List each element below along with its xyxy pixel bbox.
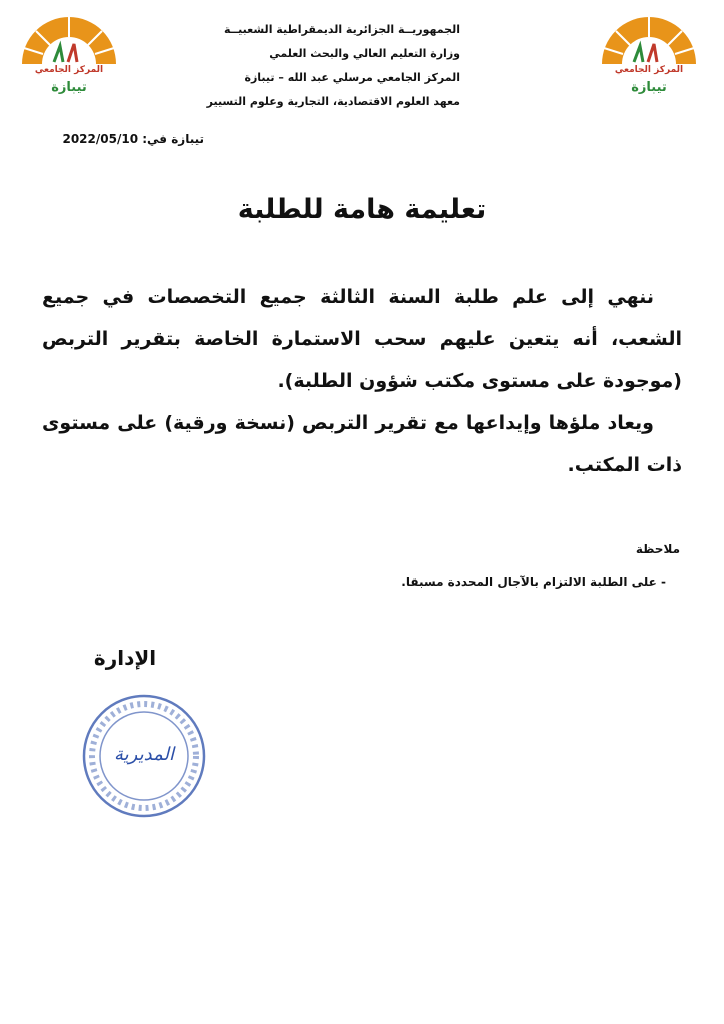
official-stamp: [78, 690, 210, 822]
header-line-republic: الجمهوريــة الجزائرية الديمقراطية الشعبيــة: [223, 23, 460, 36]
body-paragraph-2: ويعاد ملؤها وإيداعها مع تقرير التربص (نسخة ورقية) على مستوى ذات المكتب.: [42, 412, 682, 476]
logo-city: تيبازة: [631, 80, 667, 95]
logo-name: المركز الجامعي: [614, 65, 684, 75]
university-logo-right: [590, 10, 708, 95]
document-date: تيبازة في: 2022/05/10: [62, 132, 204, 146]
body-paragraph-1: ننهي إلى علم طلبة السنة الثالثة جميع التخصصات في جميع الشعب، أنه يتعين عليهم سحب الاستمارة الخاصة بتقرير التربص (موجودة على مستوى مكتب شؤون الطلبة).: [42, 286, 682, 392]
note-heading: ملاحظة: [635, 542, 680, 556]
document-title: تعليمة هامة للطلبة: [237, 194, 487, 225]
letterhead: [180, 18, 460, 114]
header-line-ministry: وزارة التعليم العالي والبحث العلمي: [269, 47, 460, 60]
header-line-institute: معهد العلوم الاقتصادية، التجارية وعلوم التسيير: [206, 95, 460, 108]
signature-label: الإدارة: [93, 646, 157, 670]
logo-city: تيبازة: [51, 80, 87, 95]
document-body: [42, 276, 682, 486]
logo-name: المركز الجامعي: [34, 65, 104, 75]
note-item: - على الطلبة الالتزام بالآجال المحددة مسبقا.: [401, 575, 666, 589]
logo-emblem-icon: [590, 10, 708, 66]
logo-emblem-icon: [10, 10, 128, 66]
university-logo-left: [10, 10, 128, 95]
stamp-text: المديرية: [114, 744, 174, 765]
header-line-center: المركز الجامعي مرسلي عبد الله – تيبازة: [244, 71, 460, 84]
